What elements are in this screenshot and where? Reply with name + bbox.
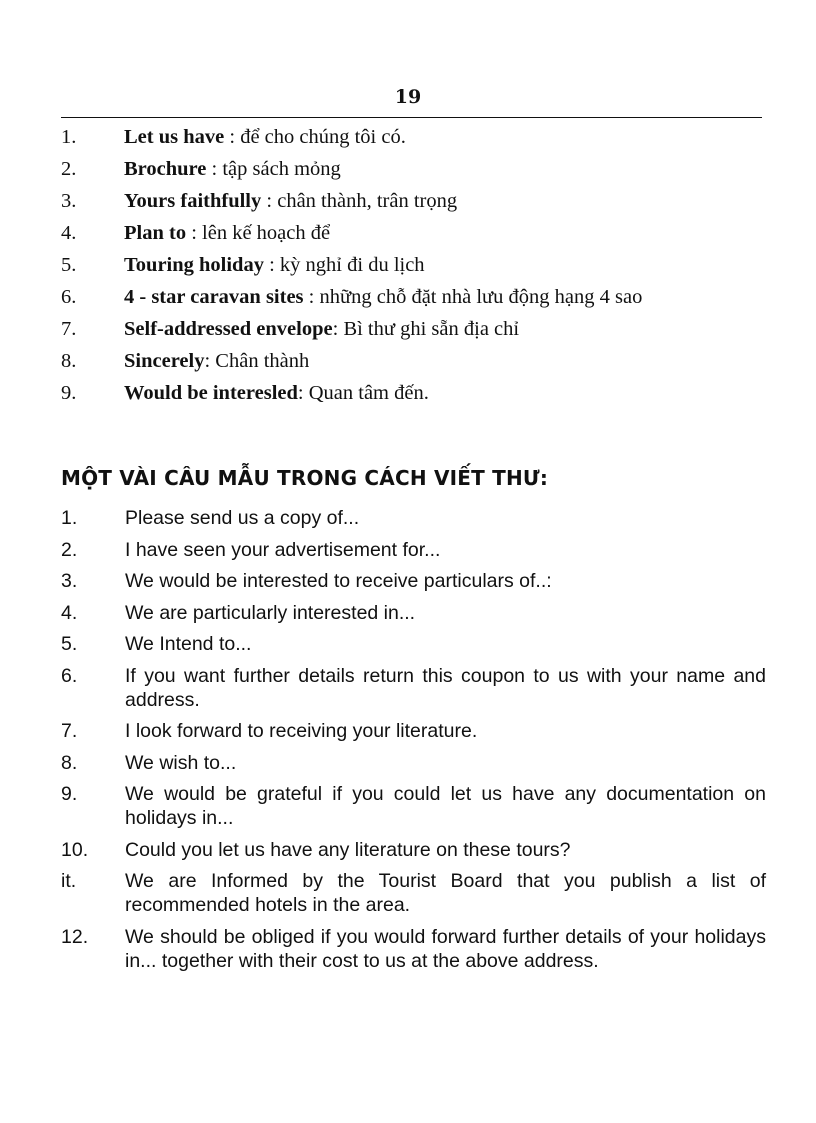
vocab-number: 3.: [61, 190, 77, 212]
phrase-number: it.: [61, 870, 77, 892]
phrase-text: We would be interested to receive particulars of..:: [125, 570, 552, 592]
vocab-number: 4.: [61, 222, 77, 244]
vocab-number: 8.: [61, 350, 77, 372]
phrase-number: 1.: [61, 507, 78, 529]
vocab-meaning: Bì thư ghi sẵn địa chỉ: [343, 318, 520, 340]
phrase-number: 3.: [61, 570, 78, 592]
vocab-meaning: tập sách mỏng: [222, 158, 341, 180]
vocab-meaning: Quan tâm đến.: [308, 382, 429, 404]
vocab-item: [61, 252, 766, 279]
vocab-term: Brochure: [124, 158, 207, 180]
vocab-term: Yours faithfully: [124, 190, 262, 212]
phrase-text: We wish to...: [125, 751, 237, 774]
vocabulary-list: [61, 124, 766, 412]
vocab-item: [61, 316, 766, 343]
vocab-number: 1.: [61, 126, 77, 148]
phrase-number: 2.: [61, 538, 78, 561]
phrase-text: I have seen your advertisement for...: [125, 538, 441, 561]
vocab-item: [61, 124, 766, 151]
vocab-term: Plan to: [124, 222, 187, 244]
phrase-item: [61, 506, 766, 530]
vocab-item: [61, 348, 766, 375]
phrase-text: We are Informed by the Tourist Board that you publish a list of recommended hotels in the area.: [125, 870, 766, 916]
phrase-item: [61, 569, 766, 593]
phrase-number: 8.: [61, 751, 78, 774]
phrase-item: [61, 601, 766, 625]
phrase-text: If you want further details return this coupon to us with your name and address.: [125, 664, 766, 711]
phrase-item: [61, 751, 766, 775]
vocab-meaning: để cho chúng tôi có.: [240, 126, 406, 148]
vocab-number: 6.: [61, 286, 77, 308]
vocab-meaning: chân thành, trân trọng: [277, 190, 458, 212]
vocab-meaning: lên kế hoạch để: [202, 222, 331, 244]
vocab-meaning: kỳ nghỉ đi du lịch: [279, 254, 425, 276]
phrase-item: [61, 869, 766, 917]
vocab-separator: :: [224, 126, 241, 148]
vocab-separator: :: [263, 254, 280, 276]
vocab-item: [61, 284, 766, 311]
phrase-item: [61, 664, 766, 712]
vocab-separator: :: [206, 158, 223, 180]
phrase-number: 12.: [61, 925, 89, 948]
phrase-number: 4.: [61, 601, 78, 624]
phrase-item: [61, 838, 766, 862]
vocab-meaning: Chân thành: [215, 350, 310, 372]
phrase-list: [61, 506, 766, 980]
vocab-separator: :: [186, 222, 203, 244]
phrase-item: [61, 782, 766, 830]
phrase-item: [61, 632, 766, 656]
vocab-separator: :: [332, 318, 344, 340]
page-number: 19: [394, 86, 422, 108]
vocab-term: Would be interesled: [124, 382, 298, 404]
phrase-number: 10.: [61, 838, 89, 861]
vocab-term: Touring holiday: [124, 254, 264, 276]
vocab-number: 7.: [61, 318, 77, 340]
phrase-number: 9.: [61, 783, 78, 805]
phrase-text: Could you let us have any literature on these tours?: [125, 838, 571, 861]
phrase-text: Please send us a copy of...: [125, 507, 360, 529]
vocab-meaning: những chỗ đặt nhà lưu động hạng 4 sao: [319, 286, 643, 308]
vocab-separator: :: [303, 286, 320, 308]
vocab-separator: :: [261, 190, 278, 212]
phrase-text: I look forward to receiving your literature.: [125, 720, 478, 742]
vocab-separator: :: [204, 350, 216, 372]
vocab-number: 2.: [61, 158, 77, 180]
phrase-number: 6.: [61, 664, 78, 687]
vocab-separator: :: [297, 382, 309, 404]
vocab-number: 9.: [61, 382, 77, 404]
phrase-text: We would be grateful if you could let us have any documentation on holidays in...: [125, 783, 766, 829]
vocab-term: Self-addressed envelope: [124, 318, 333, 340]
vocab-item: [61, 156, 766, 183]
vocab-term: Let us have: [124, 126, 225, 148]
phrase-text: We are particularly interested in...: [125, 601, 416, 624]
vocab-number: 5.: [61, 254, 77, 276]
vocab-term: Sincerely: [124, 350, 205, 372]
vocab-item: [61, 220, 766, 247]
vocab-item: [61, 380, 766, 407]
header-rule: [61, 117, 762, 118]
vocab-term: 4 - star caravan sites: [124, 286, 304, 308]
phrase-number: 5.: [61, 633, 78, 655]
phrase-number: 7.: [61, 720, 78, 742]
phrase-item: [61, 925, 766, 973]
section-heading: MỘT VÀI CÂU MẪU TRONG CÁCH VIẾT THƯ:: [61, 466, 549, 490]
phrase-text: We should be obliged if you would forward further details of your holidays in... together with their cost to us at the above address.: [125, 925, 766, 972]
phrase-item: [61, 538, 766, 562]
vocab-item: [61, 188, 766, 215]
phrase-text: We Intend to...: [125, 633, 252, 655]
phrase-item: [61, 719, 766, 743]
